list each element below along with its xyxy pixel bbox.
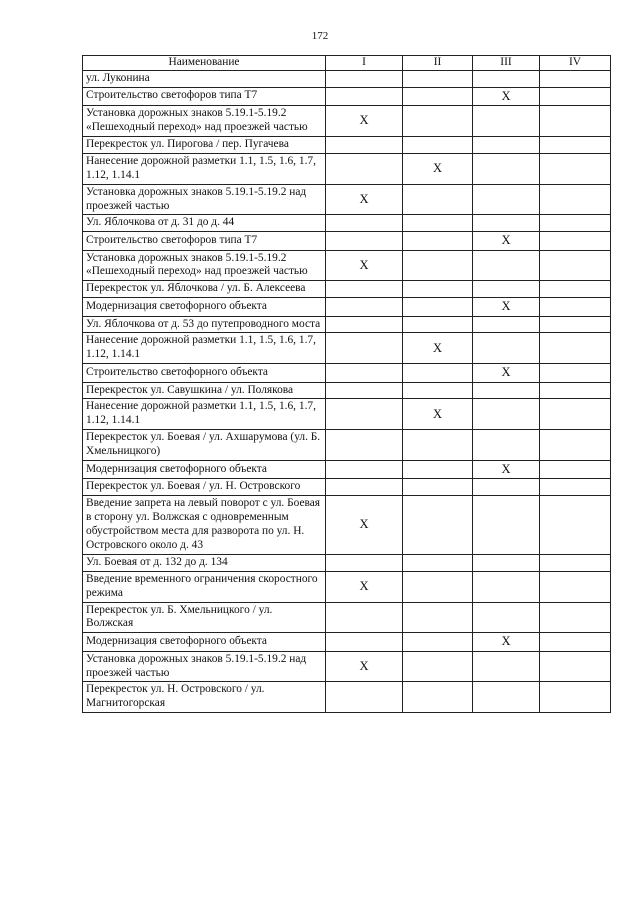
mark-col-ii: Х bbox=[403, 399, 473, 430]
mark-col-i: Х bbox=[326, 496, 403, 555]
table-row bbox=[83, 571, 611, 602]
mark-col-i bbox=[326, 479, 403, 496]
mark-col-ii bbox=[403, 496, 473, 555]
mark-col-i: Х bbox=[326, 651, 403, 682]
table-row bbox=[83, 496, 611, 555]
mark-col-i bbox=[326, 316, 403, 333]
row-name: Перекресток ул. Н. Островского / ул. Магнитогорская bbox=[83, 682, 326, 713]
row-name: ул. Луконина bbox=[83, 70, 326, 87]
mark-col-ii bbox=[403, 232, 473, 250]
mark-col-iii bbox=[473, 153, 540, 184]
mark-col-i bbox=[326, 232, 403, 250]
header-col-ii: II bbox=[403, 56, 473, 71]
mark-col-iii bbox=[473, 479, 540, 496]
mark-col-iv bbox=[540, 153, 611, 184]
row-name: Ул. Боевая от д. 132 до д. 134 bbox=[83, 554, 326, 571]
mark-col-i: Х bbox=[326, 184, 403, 215]
mark-col-ii: Х bbox=[403, 153, 473, 184]
mark-col-iv bbox=[540, 232, 611, 250]
mark-col-iv bbox=[540, 136, 611, 153]
table-row bbox=[83, 87, 611, 105]
mark-col-iii bbox=[473, 382, 540, 399]
header-name: Наименование bbox=[83, 56, 326, 71]
row-name: Установка дорожных знаков 5.19.1-5.19.2 над проезжей частью bbox=[83, 651, 326, 682]
mark-col-i bbox=[326, 430, 403, 461]
mark-col-iii bbox=[473, 602, 540, 633]
mark-col-ii bbox=[403, 682, 473, 713]
mark-col-i bbox=[326, 382, 403, 399]
mark-col-iii bbox=[473, 496, 540, 555]
row-name: Нанесение дорожной разметки 1.1, 1.5, 1.6, 1.7, 1.12, 1.14.1 bbox=[83, 153, 326, 184]
row-name: Строительство светофоров типа Т7 bbox=[83, 87, 326, 105]
row-name: Установка дорожных знаков 5.19.1-5.19.2 «Пешеходный переход» над проезжей частью bbox=[83, 250, 326, 281]
header-col-iv: IV bbox=[540, 56, 611, 71]
mark-col-i bbox=[326, 153, 403, 184]
table-row bbox=[83, 316, 611, 333]
mark-col-iii bbox=[473, 70, 540, 87]
row-name: Строительство светофоров типа Т7 bbox=[83, 232, 326, 250]
mark-col-ii bbox=[403, 281, 473, 298]
mark-col-ii bbox=[403, 430, 473, 461]
mark-col-iv bbox=[540, 316, 611, 333]
mark-col-i bbox=[326, 554, 403, 571]
mark-col-iii: Х bbox=[473, 232, 540, 250]
table-row bbox=[83, 682, 611, 713]
mark-col-iv bbox=[540, 633, 611, 651]
mark-col-i: Х bbox=[326, 571, 403, 602]
row-name: Перекресток ул. Пирогова / пер. Пугачева bbox=[83, 136, 326, 153]
mark-col-iv bbox=[540, 682, 611, 713]
page-number: 172 bbox=[311, 30, 329, 42]
table-row bbox=[83, 333, 611, 364]
row-name: Установка дорожных знаков 5.19.1-5.19.2 над проезжей частью bbox=[83, 184, 326, 215]
row-name: Перекресток ул. Б. Хмельницкого / ул. Волжская bbox=[83, 602, 326, 633]
table-row bbox=[83, 281, 611, 298]
mark-col-iii bbox=[473, 250, 540, 281]
row-name: Перекресток ул. Боевая / ул. Н. Островского bbox=[83, 479, 326, 496]
mark-col-ii bbox=[403, 250, 473, 281]
mark-col-i bbox=[326, 215, 403, 232]
mark-col-iii bbox=[473, 333, 540, 364]
measures-table bbox=[82, 55, 611, 713]
mark-col-iii bbox=[473, 430, 540, 461]
mark-col-ii bbox=[403, 602, 473, 633]
mark-col-ii bbox=[403, 70, 473, 87]
mark-col-iv bbox=[540, 399, 611, 430]
mark-col-ii: Х bbox=[403, 333, 473, 364]
mark-col-ii bbox=[403, 554, 473, 571]
header-col-i: I bbox=[326, 56, 403, 71]
mark-col-iii bbox=[473, 399, 540, 430]
table-row bbox=[83, 136, 611, 153]
mark-col-ii bbox=[403, 136, 473, 153]
mark-col-ii bbox=[403, 651, 473, 682]
table-row bbox=[83, 250, 611, 281]
mark-col-iv bbox=[540, 364, 611, 382]
mark-col-iii bbox=[473, 682, 540, 713]
table-row bbox=[83, 215, 611, 232]
mark-col-iii bbox=[473, 651, 540, 682]
mark-col-i bbox=[326, 333, 403, 364]
mark-col-ii bbox=[403, 571, 473, 602]
mark-col-ii bbox=[403, 184, 473, 215]
mark-col-iv bbox=[540, 496, 611, 555]
mark-col-ii bbox=[403, 106, 473, 137]
mark-col-iii bbox=[473, 215, 540, 232]
table-row bbox=[83, 633, 611, 651]
row-name: Перекресток ул. Боевая / ул. Ахшарумова (ул. Б. Хмельницкого) bbox=[83, 430, 326, 461]
row-name: Модернизация светофорного объекта bbox=[83, 298, 326, 316]
row-name: Установка дорожных знаков 5.19.1-5.19.2 «Пешеходный переход» над проезжей частью bbox=[83, 106, 326, 137]
row-name: Перекресток ул. Яблочкова / ул. Б. Алексеева bbox=[83, 281, 326, 298]
table-row bbox=[83, 602, 611, 633]
table-row bbox=[83, 298, 611, 316]
mark-col-i: Х bbox=[326, 250, 403, 281]
table-row bbox=[83, 232, 611, 250]
row-name: Модернизация светофорного объекта bbox=[83, 633, 326, 651]
header-col-iii: III bbox=[473, 56, 540, 71]
table-row bbox=[83, 184, 611, 215]
row-name: Введение запрета на левый поворот с ул. Боевая в сторону ул. Волжская с одновременным обустройством места для разворота по ул. Н. Островского около д. 43 bbox=[83, 496, 326, 555]
table-row bbox=[83, 399, 611, 430]
mark-col-ii bbox=[403, 479, 473, 496]
mark-col-iv bbox=[540, 106, 611, 137]
mark-col-iv bbox=[540, 333, 611, 364]
mark-col-i bbox=[326, 298, 403, 316]
row-name: Нанесение дорожной разметки 1.1, 1.5, 1.6, 1.7, 1.12, 1.14.1 bbox=[83, 399, 326, 430]
mark-col-ii bbox=[403, 298, 473, 316]
mark-col-i bbox=[326, 87, 403, 105]
mark-col-iv bbox=[540, 461, 611, 479]
mark-col-iii bbox=[473, 316, 540, 333]
mark-col-iv bbox=[540, 250, 611, 281]
mark-col-i bbox=[326, 70, 403, 87]
table-row bbox=[83, 153, 611, 184]
mark-col-iv bbox=[540, 479, 611, 496]
mark-col-iv bbox=[540, 298, 611, 316]
table-row bbox=[83, 479, 611, 496]
mark-col-iv bbox=[540, 651, 611, 682]
mark-col-iv bbox=[540, 430, 611, 461]
mark-col-i bbox=[326, 633, 403, 651]
table-row bbox=[83, 106, 611, 137]
mark-col-iii: Х bbox=[473, 633, 540, 651]
mark-col-iv bbox=[540, 281, 611, 298]
mark-col-iii: Х bbox=[473, 461, 540, 479]
mark-col-iv bbox=[540, 215, 611, 232]
mark-col-i: Х bbox=[326, 106, 403, 137]
mark-col-iii: Х bbox=[473, 298, 540, 316]
mark-col-iii: Х bbox=[473, 364, 540, 382]
row-name: Нанесение дорожной разметки 1.1, 1.5, 1.6, 1.7, 1.12, 1.14.1 bbox=[83, 333, 326, 364]
mark-col-i bbox=[326, 602, 403, 633]
mark-col-iv bbox=[540, 554, 611, 571]
table-row bbox=[83, 430, 611, 461]
mark-col-ii bbox=[403, 316, 473, 333]
mark-col-iii bbox=[473, 184, 540, 215]
table-row bbox=[83, 364, 611, 382]
table-row bbox=[83, 70, 611, 87]
mark-col-i bbox=[326, 281, 403, 298]
mark-col-iii bbox=[473, 571, 540, 602]
table-row bbox=[83, 461, 611, 479]
mark-col-i bbox=[326, 461, 403, 479]
mark-col-iv bbox=[540, 571, 611, 602]
mark-col-ii bbox=[403, 382, 473, 399]
mark-col-iv bbox=[540, 184, 611, 215]
mark-col-i bbox=[326, 682, 403, 713]
mark-col-i bbox=[326, 399, 403, 430]
mark-col-iii: Х bbox=[473, 87, 540, 105]
table-row bbox=[83, 651, 611, 682]
mark-col-iv bbox=[540, 87, 611, 105]
table-row bbox=[83, 382, 611, 399]
row-name: Ул. Яблочкова от д. 31 до д. 44 bbox=[83, 215, 326, 232]
row-name: Строительство светофорного объекта bbox=[83, 364, 326, 382]
row-name: Перекресток ул. Савушкина / ул. Полякова bbox=[83, 382, 326, 399]
mark-col-i bbox=[326, 364, 403, 382]
table-header-row bbox=[83, 56, 611, 71]
row-name: Модернизация светофорного объекта bbox=[83, 461, 326, 479]
mark-col-ii bbox=[403, 633, 473, 651]
mark-col-ii bbox=[403, 87, 473, 105]
row-name: Введение временного ограничения скоростного режима bbox=[83, 571, 326, 602]
mark-col-iv bbox=[540, 70, 611, 87]
row-name: Ул. Яблочкова от д. 53 до путепроводного моста bbox=[83, 316, 326, 333]
mark-col-iv bbox=[540, 602, 611, 633]
table-body bbox=[83, 70, 611, 712]
mark-col-ii bbox=[403, 364, 473, 382]
mark-col-ii bbox=[403, 461, 473, 479]
mark-col-ii bbox=[403, 215, 473, 232]
mark-col-i bbox=[326, 136, 403, 153]
mark-col-iii bbox=[473, 281, 540, 298]
table-row bbox=[83, 554, 611, 571]
mark-col-iii bbox=[473, 106, 540, 137]
mark-col-iii bbox=[473, 136, 540, 153]
mark-col-iii bbox=[473, 554, 540, 571]
mark-col-iv bbox=[540, 382, 611, 399]
